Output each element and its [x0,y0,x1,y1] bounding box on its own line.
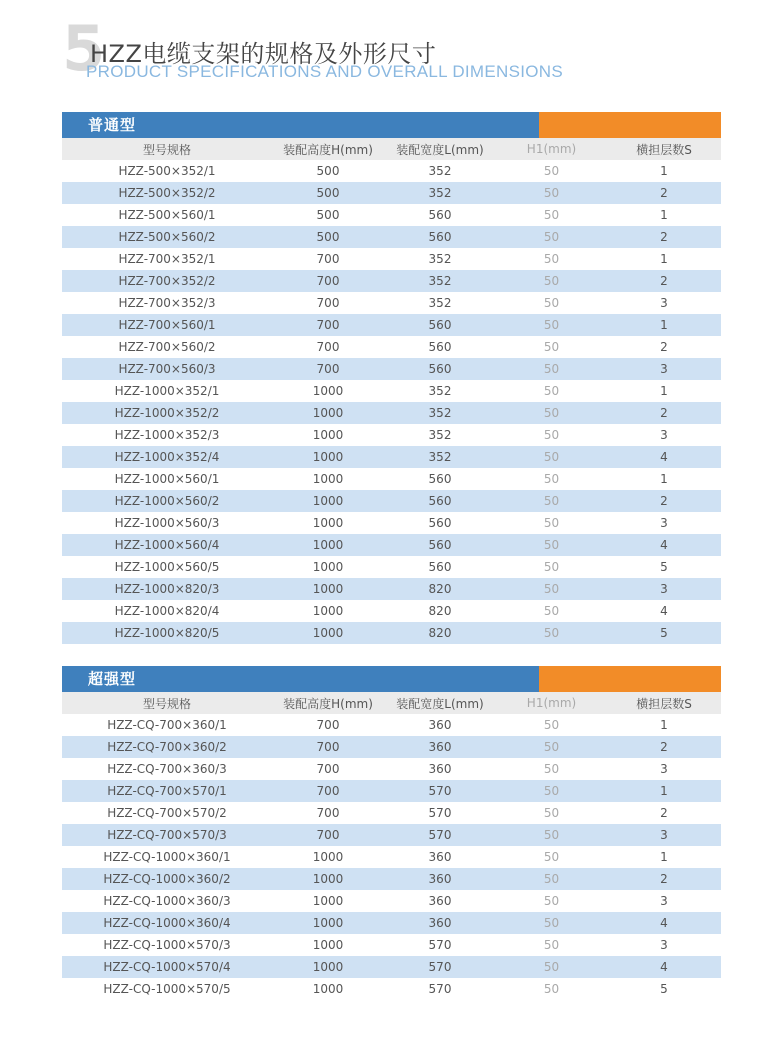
table-cell: 2 [607,226,721,248]
table-cell: 1 [660,208,668,222]
column-header: 装配高度H(mm) [272,692,384,714]
table-row [62,978,721,1000]
table-cell: 50 [543,806,560,820]
table-cell: 50 [496,534,607,556]
table-cell: 3 [660,296,668,310]
table-cell: 360 [428,894,452,908]
table-cell: 4 [660,604,668,618]
table-cell: 352 [428,428,452,442]
table-row [62,424,721,446]
table-cell: 1000 [272,868,384,890]
table-cell: 700 [316,340,340,354]
table-cell: 1 [660,850,668,864]
table-cell: 2 [607,402,721,424]
table-cell: 560 [384,534,496,556]
table-cell: HZZ-CQ-1000×360/1 [103,850,231,864]
banner-accent [539,666,721,692]
table-cell: 2 [607,736,721,758]
section-heavy-duty [62,666,721,1000]
table-cell: 50 [496,736,607,758]
column-header: 型号规格 [62,692,272,714]
table-cell: 1 [660,252,668,266]
table-cell: HZZ-500×560/1 [118,208,216,222]
table-row [62,714,721,736]
table-cell: 570 [384,956,496,978]
table-cell: 1000 [312,472,344,486]
table-cell: 50 [543,762,560,776]
table-cell: 570 [384,824,496,846]
table-cell: 700 [316,296,340,310]
table-cell: 1000 [272,578,384,600]
table-cell: 1000 [312,938,344,952]
table-cell: HZZ-CQ-1000×360/4 [62,912,272,934]
table-row [62,446,721,468]
table-cell: HZZ-1000×560/3 [114,516,220,530]
table-cell: 50 [496,490,607,512]
table-cell: 50 [543,164,560,178]
table-cell: 2 [607,182,721,204]
table-cell: 50 [496,868,607,890]
table-cell: 360 [384,868,496,890]
table-cell: 560 [428,560,452,574]
section-banner [62,666,721,692]
table-cell: 1000 [312,850,344,864]
table-cell: 1000 [272,912,384,934]
table-row [62,622,721,644]
table-cell: 50 [496,824,607,846]
column-header: H1(mm) [496,692,607,714]
table-cell: 352 [384,402,496,424]
column-header: 型号规格 [62,138,272,160]
table-cell: 700 [316,252,340,266]
table-cell: 1000 [272,534,384,556]
column-header: 装配宽度L(mm) [384,138,496,160]
table-cell: 50 [543,982,560,996]
table-cell: 50 [496,226,607,248]
table-cell: 1000 [312,894,344,908]
table-cell: 50 [543,560,560,574]
table-cell: 1000 [312,560,344,574]
table-cell: HZZ-700×352/2 [62,270,272,292]
table-row [62,336,721,358]
table-cell: 1000 [312,516,344,530]
table-cell: 700 [272,358,384,380]
table-cell: 352 [384,182,496,204]
table-cell: 50 [543,938,560,952]
table-row [62,578,721,600]
table-cell: 4 [607,534,721,556]
table-cell: 50 [496,912,607,934]
table-cell: 352 [428,384,452,398]
table-cell: HZZ-1000×352/4 [62,446,272,468]
table-cell: 1 [660,164,668,178]
table-cell: 1 [607,780,721,802]
table-cell: 560 [384,226,496,248]
table-cell: 50 [543,894,560,908]
table-row [62,292,721,314]
table-cell: 560 [428,516,452,530]
section-title: 普通型 [62,112,539,138]
table-row [62,512,721,534]
table-cell: 2 [660,340,668,354]
table-cell: 50 [543,252,560,266]
table-cell: 1000 [312,384,344,398]
table-cell: HZZ-1000×352/2 [62,402,272,424]
table-cell: 3 [660,516,668,530]
table-cell: 3 [607,824,721,846]
table-row [62,758,721,780]
table-cell: HZZ-CQ-700×360/1 [107,718,227,732]
table-cell: HZZ-1000×820/3 [62,578,272,600]
table-cell: 1 [607,314,721,336]
table-cell: 50 [543,604,560,618]
section-banner [62,112,721,138]
table-cell: HZZ-CQ-1000×570/4 [62,956,272,978]
table-row [62,468,721,490]
table-cell: 560 [428,208,452,222]
spec-table [62,692,721,1000]
table-cell: 1000 [312,428,344,442]
table-cell: 1000 [272,490,384,512]
spec-table [62,138,721,644]
table-cell: 50 [543,516,560,530]
table-cell: HZZ-700×560/1 [62,314,272,336]
table-cell: 50 [543,296,560,310]
table-cell: 2 [607,868,721,890]
column-header: H1(mm) [496,138,607,160]
page-header [0,0,778,100]
table-cell: 560 [428,472,452,486]
table-cell: 1 [660,718,668,732]
banner-accent [539,112,721,138]
table-cell: 500 [316,164,340,178]
table-cell: 1000 [272,446,384,468]
table-cell: 50 [496,314,607,336]
table-cell: 4 [607,956,721,978]
table-cell: 50 [543,208,560,222]
table-cell: 4 [607,446,721,468]
table-cell: 560 [384,358,496,380]
column-header: 装配高度H(mm) [272,138,384,160]
table-row [62,380,721,402]
table-cell: HZZ-500×352/1 [118,164,216,178]
table-cell: 2 [607,270,721,292]
table-cell: HZZ-1000×820/4 [114,604,220,618]
table-cell: 820 [384,622,496,644]
table-cell: 570 [428,982,452,996]
table-row [62,802,721,824]
table-cell: 352 [428,164,452,178]
table-cell: HZZ-1000×352/3 [114,428,220,442]
table-cell: HZZ-CQ-700×360/3 [107,762,227,776]
table-cell: 50 [496,956,607,978]
table-cell: 700 [272,824,384,846]
table-cell: 5 [607,622,721,644]
table-row [62,824,721,846]
table-cell: 50 [543,428,560,442]
table-cell: 50 [496,780,607,802]
table-row [62,490,721,512]
table-cell: 360 [428,850,452,864]
table-cell: 50 [496,182,607,204]
table-cell: 570 [428,938,452,952]
table-row [62,314,721,336]
table-cell: HZZ-1000×560/4 [62,534,272,556]
section-standard [62,112,721,644]
table-cell: 500 [316,208,340,222]
table-cell: HZZ-1000×352/1 [114,384,220,398]
section-number: 5 [62,12,106,85]
table-cell: 1000 [272,622,384,644]
page-title: HZZ电缆支架的规格及外形尺寸 [90,40,437,68]
table-header-row [62,692,721,714]
table-cell: 3 [607,578,721,600]
table-row [62,226,721,248]
table-cell: 5 [660,982,668,996]
table-cell: HZZ-CQ-1000×360/3 [103,894,231,908]
table-cell: HZZ-1000×820/5 [62,622,272,644]
table-cell: 560 [384,490,496,512]
table-cell: HZZ-700×352/1 [118,252,216,266]
table-cell: HZZ-500×560/2 [62,226,272,248]
table-cell: 360 [384,736,496,758]
table-cell: HZZ-700×352/3 [118,296,216,310]
table-row [62,248,721,270]
table-cell: 50 [496,446,607,468]
table-cell: 50 [543,850,560,864]
table-header-row [62,138,721,160]
column-header: 横担层数S [607,138,721,160]
table-cell: 560 [428,340,452,354]
table-cell: 2 [607,490,721,512]
table-row [62,890,721,912]
table-cell: 50 [496,402,607,424]
table-cell: 3 [607,358,721,380]
table-cell: 700 [272,270,384,292]
table-cell: 700 [316,762,340,776]
table-row [62,358,721,380]
table-cell: 820 [384,578,496,600]
table-row [62,736,721,758]
table-cell: 500 [272,182,384,204]
table-cell: HZZ-700×560/2 [118,340,216,354]
table-row [62,182,721,204]
table-cell: 352 [384,270,496,292]
table-cell: HZZ-CQ-1000×360/2 [62,868,272,890]
column-header: 装配宽度L(mm) [384,692,496,714]
table-cell: 352 [384,446,496,468]
section-title: 超强型 [62,666,539,692]
table-row [62,270,721,292]
page-subtitle: PRODUCT SPECIFICATIONS AND OVERALL DIMENSIONS [86,62,563,81]
table-cell: 700 [272,780,384,802]
table-cell: HZZ-1000×560/2 [62,490,272,512]
table-cell: 50 [496,270,607,292]
table-cell: 50 [543,718,560,732]
table-row [62,934,721,956]
table-cell: 3 [660,894,668,908]
table-cell: 3 [660,762,668,776]
table-cell: 5 [660,560,668,574]
table-cell: HZZ-CQ-700×570/2 [107,806,227,820]
table-row [62,912,721,934]
table-row [62,402,721,424]
table-cell: 2 [660,806,668,820]
table-cell: 352 [428,296,452,310]
table-row [62,868,721,890]
table-cell: 360 [428,718,452,732]
table-cell: 700 [316,806,340,820]
table-cell: HZZ-1000×560/1 [114,472,220,486]
table-cell: 1 [660,472,668,486]
table-row [62,534,721,556]
table-row [62,780,721,802]
table-cell: 570 [428,806,452,820]
table-cell: 570 [384,780,496,802]
table-cell: 50 [543,340,560,354]
table-cell: 1000 [312,604,344,618]
table-cell: 50 [543,384,560,398]
table-cell: 352 [428,252,452,266]
table-cell: HZZ-1000×560/5 [114,560,220,574]
table-cell: 4 [607,912,721,934]
column-header: 横担层数S [607,692,721,714]
table-cell: 1000 [312,982,344,996]
table-cell: 700 [272,736,384,758]
table-cell: 360 [428,762,452,776]
table-cell: 500 [272,226,384,248]
table-row [62,556,721,578]
table-cell: HZZ-CQ-1000×570/3 [103,938,231,952]
table-cell: HZZ-CQ-700×570/3 [62,824,272,846]
table-cell: 820 [428,604,452,618]
table-row [62,160,721,182]
table-cell: 50 [496,578,607,600]
table-cell: 50 [496,622,607,644]
table-row [62,600,721,622]
table-cell: HZZ-CQ-1000×570/5 [103,982,231,996]
table-cell: 50 [543,472,560,486]
table-row [62,846,721,868]
table-cell: 1000 [272,956,384,978]
table-cell: HZZ-CQ-700×570/1 [62,780,272,802]
table-cell: 50 [496,358,607,380]
table-cell: 1 [660,384,668,398]
table-cell: 360 [384,912,496,934]
table-row [62,956,721,978]
table-row [62,204,721,226]
table-cell: 3 [660,938,668,952]
table-cell: HZZ-CQ-700×360/2 [62,736,272,758]
table-cell: 3 [660,428,668,442]
table-cell: 560 [384,314,496,336]
table-cell: HZZ-700×560/3 [62,358,272,380]
table-cell: 1000 [272,402,384,424]
table-cell: HZZ-500×352/2 [62,182,272,204]
table-cell: 700 [272,314,384,336]
table-cell: 700 [316,718,340,732]
